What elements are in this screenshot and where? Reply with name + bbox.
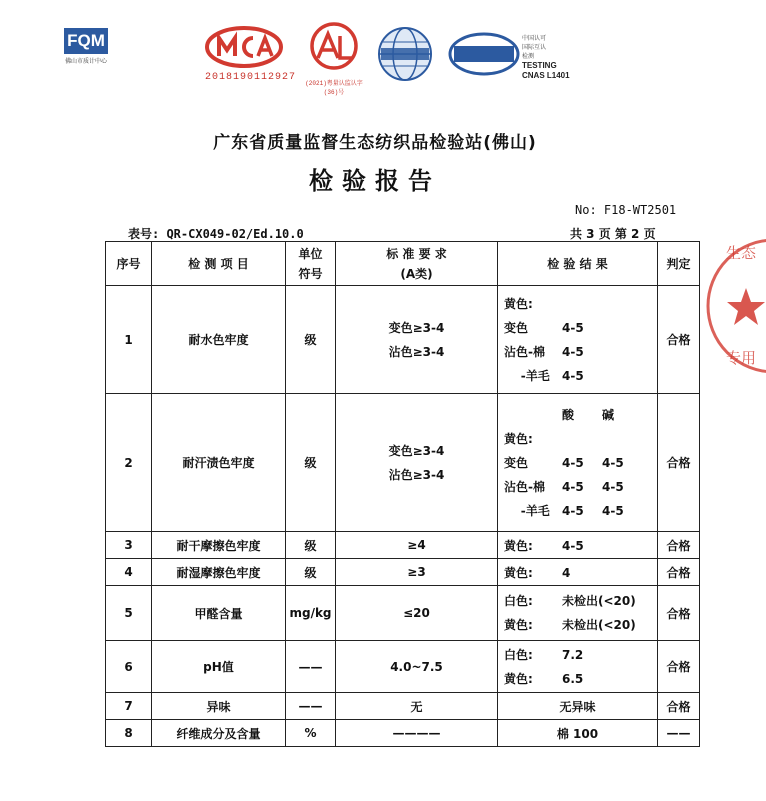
cell-unit: mg/kg: [286, 586, 336, 641]
result-label: 变色: [504, 455, 529, 470]
result-label: -羊毛: [504, 368, 550, 383]
cell-seq: 2: [106, 394, 152, 532]
result-label: 变色: [504, 320, 529, 335]
table-row: [106, 286, 700, 394]
result-value: 6.5: [562, 671, 584, 686]
result-value: 4-5: [562, 479, 584, 494]
ilac-mra-logo: [375, 26, 435, 86]
cell-item: 甲醛含量: [152, 586, 286, 641]
cell-result: [498, 559, 658, 586]
cell-standard: 4.0~7.5: [336, 641, 498, 693]
cell-verdict: 合格: [658, 559, 700, 586]
result-label: 白色:: [504, 594, 533, 608]
result-value: 7.2: [562, 647, 584, 662]
header-verdict: 判定: [658, 242, 700, 286]
cell-item: 耐水色牢度: [152, 286, 286, 394]
cma-number: 2018190112927: [205, 72, 297, 83]
logo-bar: [0, 22, 750, 97]
cell-seq: 7: [106, 693, 152, 720]
result-line: [504, 451, 657, 475]
cnas-line: 中国认可: [522, 35, 547, 42]
page-info: 共 3 页 第 2 页: [570, 227, 656, 241]
result-value: 4-5: [562, 455, 584, 470]
result-value: 未检出(<20): [562, 594, 636, 608]
result-value: 4-5: [602, 455, 624, 470]
result-col-alkali: 碱: [602, 407, 615, 422]
standard-line: 沾色≥3-4: [388, 467, 445, 482]
cell-seq: 6: [106, 641, 152, 693]
header-unit: [286, 242, 336, 286]
cell-unit: %: [286, 720, 336, 747]
header-unit-line: 符号: [298, 266, 323, 281]
cell-unit: 级: [286, 286, 336, 394]
org-name: 广东省质量监督生态纺织品检验站(佛山): [213, 133, 537, 153]
result-line: [504, 613, 657, 637]
result-label: 沾色-棉: [504, 344, 545, 359]
cal-logo-mark: [300, 22, 368, 74]
cell-verdict: 合格: [658, 394, 700, 532]
inspection-stamp: [706, 228, 766, 383]
cnas-caption: [522, 34, 570, 81]
table-row: [106, 641, 700, 693]
result-label: -羊毛: [504, 503, 550, 518]
result-label: 黄色:: [504, 431, 533, 446]
cal-number: (2021)粤量认监认字(36)号: [305, 80, 363, 96]
page-title: 检验报告: [309, 167, 441, 195]
cell-unit: 级: [286, 532, 336, 559]
cell-unit: ——: [286, 693, 336, 720]
report-number: No: F18-WT2501: [575, 203, 677, 217]
cell-verdict: 合格: [658, 532, 700, 559]
cell-item: 耐干摩擦色牢度: [152, 532, 286, 559]
cell-verdict: ——: [658, 720, 700, 747]
cell-item: 耐汗渍色牢度: [152, 394, 286, 532]
cell-verdict: 合格: [658, 586, 700, 641]
header-standard-line: (A类): [400, 266, 433, 281]
cell-seq: 5: [106, 586, 152, 641]
cell-seq: 3: [106, 532, 152, 559]
cnas-testing: TESTING: [522, 61, 557, 70]
cell-seq: 4: [106, 559, 152, 586]
cma-logo: [205, 26, 297, 83]
cell-standard: ————: [336, 720, 498, 747]
cell-seq: 1: [106, 286, 152, 394]
cell-item: 异味: [152, 693, 286, 720]
result-value: 4-5: [562, 503, 584, 518]
results-table: [105, 241, 700, 747]
cell-unit: 级: [286, 394, 336, 532]
result-value: 未检出(<20): [562, 618, 636, 632]
cell-verdict: 合格: [658, 286, 700, 394]
header-unit-line: 单位: [298, 246, 323, 261]
result-line: [504, 475, 657, 499]
result-line: [504, 364, 657, 388]
table-row: [106, 586, 700, 641]
result-line: [504, 340, 657, 364]
result-line: [504, 292, 657, 316]
cell-standard: ≥4: [336, 532, 498, 559]
result-value: 4-5: [562, 368, 584, 383]
table-row: [106, 559, 700, 586]
svg-text:生态: 生态: [726, 244, 757, 262]
header-standard-line: 标 准 要 求: [386, 246, 447, 261]
header-result: 检 验 结 果: [498, 242, 658, 286]
cell-result: 棉 100: [498, 720, 658, 747]
fqm-logo-mark: FQM: [64, 28, 108, 54]
cell-result: [498, 586, 658, 641]
cnas-logo: [448, 32, 520, 80]
result-value: 4-5: [562, 344, 584, 359]
header-item: 检 测 项 目: [152, 242, 286, 286]
cell-seq: 8: [106, 720, 152, 747]
header-standard: [336, 242, 498, 286]
result-line: [504, 589, 657, 613]
stamp-seal-icon: [706, 228, 766, 383]
cell-item: 纤维成分及含量: [152, 720, 286, 747]
cma-logo-mark: [205, 26, 283, 68]
cnas-number: CNAS L1401: [522, 71, 570, 80]
cell-verdict: 合格: [658, 693, 700, 720]
result-label: 白色:: [504, 647, 533, 662]
result-label: 黄色:: [504, 618, 533, 632]
cell-result: 无异味: [498, 693, 658, 720]
globe-icon: [375, 26, 435, 82]
result-label: 黄色:: [504, 565, 533, 580]
result-value: 4-5: [562, 538, 584, 553]
cell-standard: ≥3: [336, 559, 498, 586]
cell-standard: ≤20: [336, 586, 498, 641]
cell-unit: ——: [286, 641, 336, 693]
cell-standard: [336, 394, 498, 532]
table-row: [106, 693, 700, 720]
result-value: 4-5: [562, 320, 584, 335]
result-label: 黄色:: [504, 538, 533, 553]
cell-item: pH值: [152, 641, 286, 693]
header-seq: 序号: [106, 242, 152, 286]
standard-line: 变色≥3-4: [388, 443, 445, 458]
cnas-logo-mark: [448, 32, 520, 76]
cell-result: [498, 532, 658, 559]
table-row: [106, 394, 700, 532]
cnas-line: 国际互认: [522, 44, 547, 51]
result-line: [504, 427, 657, 451]
table-row: [106, 532, 700, 559]
result-line: [504, 643, 657, 667]
cell-unit: 级: [286, 559, 336, 586]
result-value: 4: [562, 565, 571, 580]
result-line: [504, 499, 657, 523]
cal-logo: [300, 22, 368, 96]
cell-result: [498, 641, 658, 693]
result-value: 4-5: [602, 503, 624, 518]
cell-result: [498, 286, 658, 394]
result-line: [504, 403, 657, 427]
svg-text:专用: 专用: [726, 349, 757, 367]
fqm-logo-caption: 佛山市质计中心: [64, 58, 107, 65]
fqm-logo: [58, 28, 114, 65]
result-value: 4-5: [602, 479, 624, 494]
table-row: [106, 720, 700, 747]
standard-line: 沾色≥3-4: [388, 344, 445, 359]
cnas-line: 检测: [522, 53, 535, 60]
result-line: [504, 667, 657, 691]
result-label: 黄色:: [504, 296, 533, 311]
cell-standard: 无: [336, 693, 498, 720]
result-label: 沾色-棉: [504, 479, 545, 494]
result-col-acid: 酸: [562, 407, 575, 422]
form-number: 表号: QR-CX049-02/Ed.10.0: [128, 227, 304, 241]
standard-line: 变色≥3-4: [388, 320, 445, 335]
cell-result: [498, 394, 658, 532]
result-label: 黄色:: [504, 671, 533, 686]
table-header-row: [106, 242, 700, 286]
cell-verdict: 合格: [658, 641, 700, 693]
result-line: [504, 316, 657, 340]
cell-item: 耐湿摩擦色牢度: [152, 559, 286, 586]
cell-standard: [336, 286, 498, 394]
